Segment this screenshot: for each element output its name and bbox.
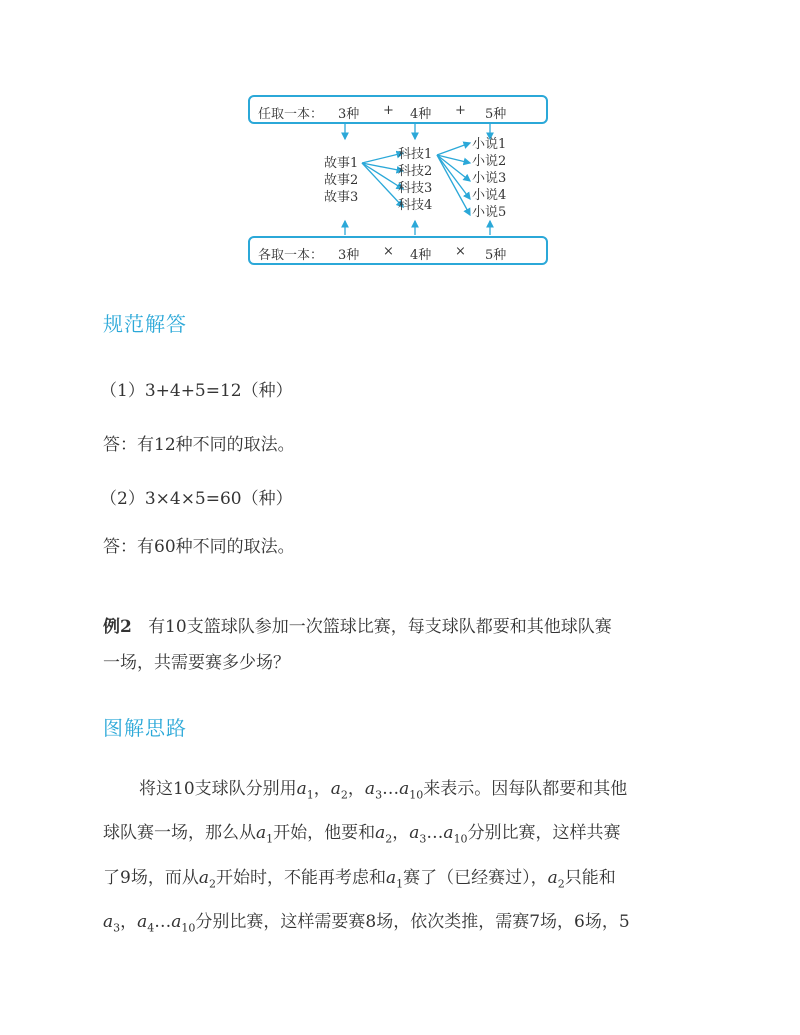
example-2-line-1 bbox=[103, 612, 612, 637]
novel-item: 小说1 bbox=[472, 137, 507, 152]
story-item: 故事3 bbox=[324, 190, 359, 205]
science-count: 4种 bbox=[410, 248, 432, 263]
any-one-label: 任取一本： bbox=[258, 107, 324, 122]
story-count: 3种 bbox=[338, 107, 360, 122]
solution-line-2: （2）3×4×5=60（种） bbox=[100, 489, 293, 509]
solution-line-1: （1）3+4+5=12（种） bbox=[100, 381, 293, 401]
science-item: 科技4 bbox=[398, 198, 433, 213]
each-one-label: 各取一本： bbox=[258, 248, 324, 263]
novel-item: 小说5 bbox=[472, 205, 507, 220]
novel-item: 小说2 bbox=[472, 154, 507, 169]
section-heading-solution: 规范解答 bbox=[103, 312, 187, 336]
novel-count: 5种 bbox=[485, 248, 507, 263]
answer-line-2: 答：有60种不同的取法。 bbox=[103, 537, 295, 557]
story-count: 3种 bbox=[338, 248, 360, 263]
novel-item: 小说3 bbox=[472, 171, 507, 186]
explanation-paragraph: 将这10支球队分别用$a_1$，$a_2$，$a_3\dots a_{10}$来表示。因每队都要和其他 球队赛一场，那么从$a_1$开始，他要和$a_2$，$a_3\dots a_{10}$分别比赛，这样共赛 了9场，而从$a_2$开始时，不能再考虑和$a_1$赛了（已经赛过），$a_2$只能和 $a_3$，$a_4\dots a_{10}$分别比赛，这样需要赛8场，依次类推，需赛7场，6场，5 bbox=[103, 779, 630, 935]
science-item: 科技3 bbox=[398, 181, 433, 196]
story-list bbox=[324, 155, 358, 206]
answer-line-1: 答：有12种不同的取法。 bbox=[103, 435, 295, 455]
example-2-line-2: 一场，共需要赛多少场？ bbox=[103, 653, 290, 673]
story-item: 故事2 bbox=[324, 173, 359, 188]
each-one-box bbox=[248, 236, 548, 265]
science-item: 科技2 bbox=[398, 164, 433, 179]
example-label: 例2 bbox=[103, 617, 132, 637]
novel-list bbox=[472, 136, 506, 221]
novel-count: 5种 bbox=[485, 107, 507, 122]
novel-item: 小说4 bbox=[472, 188, 507, 203]
section-heading-diagram-idea: 图解思路 bbox=[103, 716, 187, 740]
story-item: 故事1 bbox=[324, 156, 359, 171]
example-text: 有10支篮球队参加一次篮球比赛，每支球队都要和其他球队赛 bbox=[148, 617, 612, 637]
times-sign: × bbox=[455, 244, 466, 259]
science-list bbox=[398, 146, 432, 214]
plus-sign: + bbox=[455, 103, 466, 118]
plus-sign: + bbox=[383, 103, 394, 118]
science-item: 科技1 bbox=[398, 147, 433, 162]
science-count: 4种 bbox=[410, 107, 432, 122]
tree-diagram bbox=[248, 93, 554, 271]
times-sign: × bbox=[383, 244, 394, 259]
